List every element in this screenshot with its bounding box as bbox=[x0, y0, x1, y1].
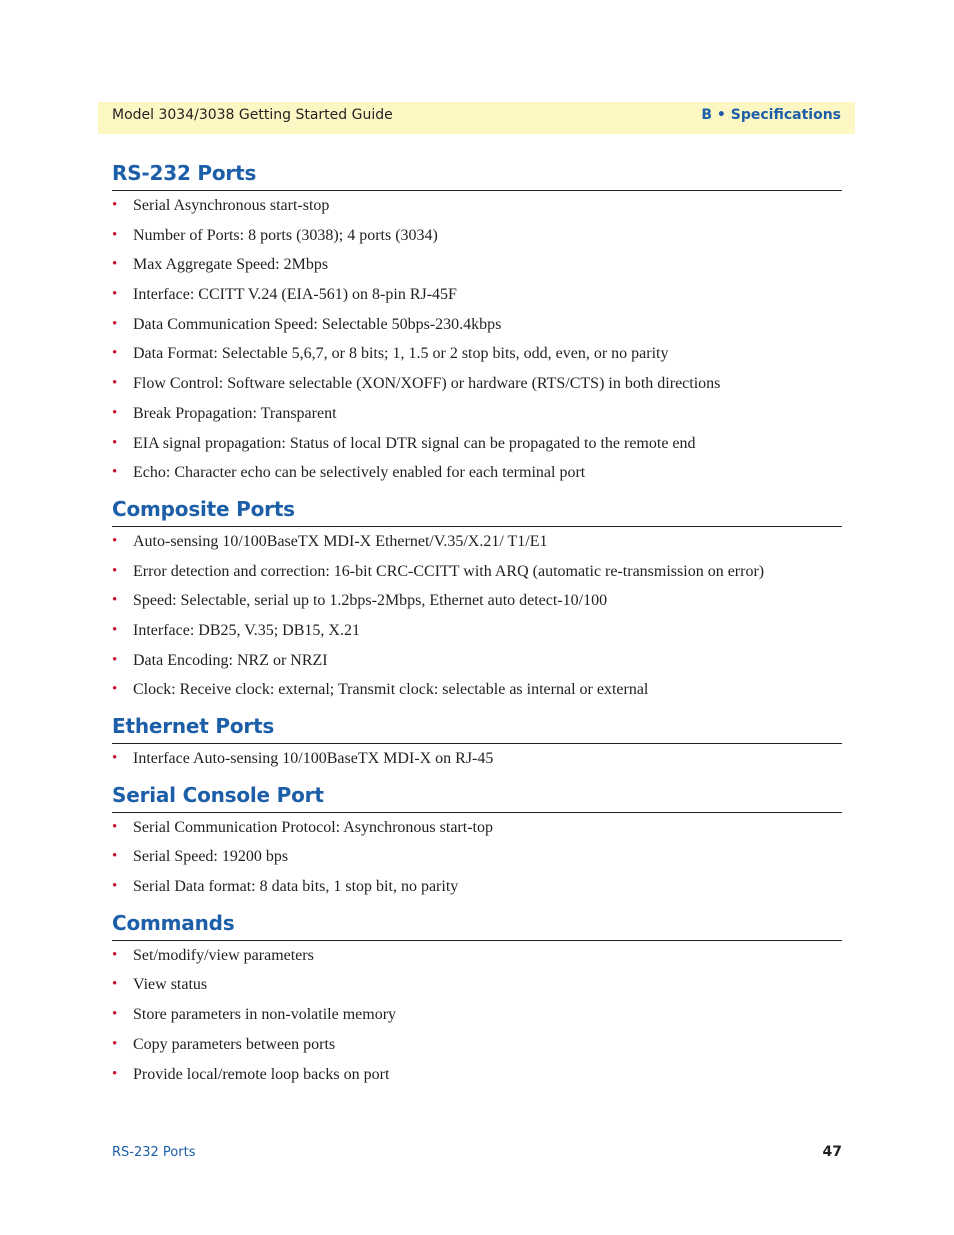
section-heading: RS-232 Ports bbox=[112, 158, 842, 191]
section-heading: Ethernet Ports bbox=[112, 711, 842, 744]
list-item bbox=[112, 527, 842, 557]
list-item-text: Serial Speed: 19200 bps bbox=[133, 848, 289, 866]
section-commands bbox=[112, 908, 842, 1095]
section-ethernet-ports bbox=[112, 711, 842, 780]
footer-section-name: RS-232 Ports bbox=[112, 1145, 196, 1160]
list-item-text: Clock: Receive clock: external; Transmit clock: selectable as internal or external bbox=[133, 681, 649, 699]
list-item-text: Echo: Character echo can be selectively enabled for each terminal port bbox=[133, 464, 586, 482]
list-item-text: Serial Asynchronous start-stop bbox=[133, 197, 330, 214]
list-item bbox=[112, 616, 842, 646]
bullet-list bbox=[112, 527, 842, 711]
bullet-icon: • bbox=[112, 1035, 118, 1052]
list-item-text: Interface: DB25, V.35; DB15, X.21 bbox=[133, 621, 360, 639]
bullet-icon: • bbox=[112, 621, 118, 638]
bullet-icon: • bbox=[112, 750, 118, 766]
section-composite-ports bbox=[112, 494, 842, 711]
list-item bbox=[112, 280, 842, 310]
bullet-icon: • bbox=[112, 651, 118, 668]
list-item-text: Error detection and correction: 16-bit CRC-CCITT with ARQ (automatic re-transmission on error) bbox=[133, 562, 765, 580]
bullet-icon: • bbox=[112, 404, 118, 421]
list-item bbox=[112, 369, 842, 399]
list-item bbox=[112, 310, 842, 340]
bullet-icon: • bbox=[112, 375, 118, 392]
list-item bbox=[112, 842, 842, 872]
section-heading: Serial Console Port bbox=[112, 780, 842, 813]
list-item-text: View status bbox=[133, 976, 208, 994]
bullet-icon: • bbox=[112, 464, 118, 481]
list-item-text: Store parameters in non-volatile memory bbox=[133, 1006, 397, 1024]
bullet-icon: • bbox=[112, 434, 118, 451]
list-item bbox=[112, 1030, 842, 1060]
list-item-text: Max Aggregate Speed: 2Mbps bbox=[133, 256, 329, 274]
list-item-text: Auto-sensing 10/100BaseTX MDI-X Ethernet/V.35/X.21/ T1/E1 bbox=[133, 532, 548, 550]
list-item-text: Interface: CCITT V.24 (EIA-561) on 8-pin RJ-45F bbox=[133, 286, 457, 304]
list-item bbox=[112, 429, 842, 459]
bullet-icon: • bbox=[112, 286, 118, 303]
list-item-text: Number of Ports: 8 ports (3038); 4 ports (3034) bbox=[133, 226, 438, 244]
list-item bbox=[112, 1000, 842, 1030]
bullet-icon: • bbox=[112, 976, 118, 993]
list-item bbox=[112, 941, 842, 971]
list-item bbox=[112, 191, 842, 221]
header-guide-title: Model 3034/3038 Getting Started Guide bbox=[112, 107, 393, 123]
bullet-icon: • bbox=[112, 562, 118, 579]
header-chapter-title: B • Specifications bbox=[701, 107, 841, 123]
list-item-text: Set/modify/view parameters bbox=[133, 946, 314, 964]
list-item bbox=[112, 872, 842, 902]
list-item bbox=[112, 250, 842, 280]
bullet-list bbox=[112, 191, 842, 494]
list-item bbox=[112, 339, 842, 369]
bullet-icon: • bbox=[112, 818, 118, 835]
bullet-list bbox=[112, 744, 842, 780]
list-item-text: Break Propagation: Transparent bbox=[133, 404, 337, 422]
bullet-icon: • bbox=[112, 256, 118, 273]
list-item-text: Interface Auto-sensing 10/100BaseTX MDI-X on RJ-45 bbox=[133, 750, 494, 767]
list-item-text: Data Communication Speed: Selectable 50bps-230.4kbps bbox=[133, 315, 502, 333]
list-item bbox=[112, 586, 842, 616]
list-item-text: Serial Communication Protocol: Asynchronous start-top bbox=[133, 818, 493, 836]
bullet-icon: • bbox=[112, 1006, 118, 1023]
list-item bbox=[112, 399, 842, 429]
bullet-icon: • bbox=[112, 848, 118, 865]
list-item bbox=[112, 221, 842, 251]
section-heading: Composite Ports bbox=[112, 494, 842, 527]
list-item bbox=[112, 458, 842, 488]
section-serial-console-port bbox=[112, 780, 842, 908]
list-item-text: Data Format: Selectable 5,6,7, or 8 bits; 1, 1.5 or 2 stop bits, odd, even, or no parity bbox=[133, 345, 669, 363]
section-rs232-ports bbox=[112, 158, 842, 494]
bullet-icon: • bbox=[112, 878, 118, 895]
section-heading: Commands bbox=[112, 908, 842, 941]
list-item-text: Flow Control: Software selectable (XON/XOFF) or hardware (RTS/CTS) in both directions bbox=[133, 375, 721, 393]
list-item bbox=[112, 744, 842, 774]
bullet-icon: • bbox=[112, 681, 118, 698]
list-item-text: EIA signal propagation: Status of local DTR signal can be propagated to the remote end bbox=[133, 434, 696, 452]
bullet-list bbox=[112, 813, 842, 908]
list-item-text: Provide local/remote loop backs on port bbox=[133, 1065, 390, 1083]
list-item bbox=[112, 557, 842, 587]
bullet-icon: • bbox=[112, 315, 118, 332]
page-content bbox=[112, 158, 842, 1095]
bullet-icon: • bbox=[112, 226, 118, 243]
bullet-list bbox=[112, 941, 842, 1095]
list-item bbox=[112, 813, 842, 843]
bullet-icon: • bbox=[112, 1065, 118, 1082]
running-header bbox=[98, 102, 855, 134]
list-item bbox=[112, 646, 842, 676]
list-item-text: Speed: Selectable, serial up to 1.2bps-2Mbps, Ethernet auto detect-10/100 bbox=[133, 592, 608, 610]
list-item bbox=[112, 1060, 842, 1090]
bullet-icon: • bbox=[112, 345, 118, 362]
bullet-icon: • bbox=[112, 532, 118, 549]
bullet-icon: • bbox=[112, 946, 118, 963]
list-item bbox=[112, 675, 842, 705]
list-item-text: Data Encoding: NRZ or NRZI bbox=[133, 651, 328, 669]
bullet-icon: • bbox=[112, 197, 118, 213]
list-item-text: Copy parameters between ports bbox=[133, 1035, 336, 1053]
list-item bbox=[112, 970, 842, 1000]
list-item-text: Serial Data format: 8 data bits, 1 stop bit, no parity bbox=[133, 878, 459, 896]
page-number: 47 bbox=[822, 1144, 842, 1160]
bullet-icon: • bbox=[112, 592, 118, 609]
